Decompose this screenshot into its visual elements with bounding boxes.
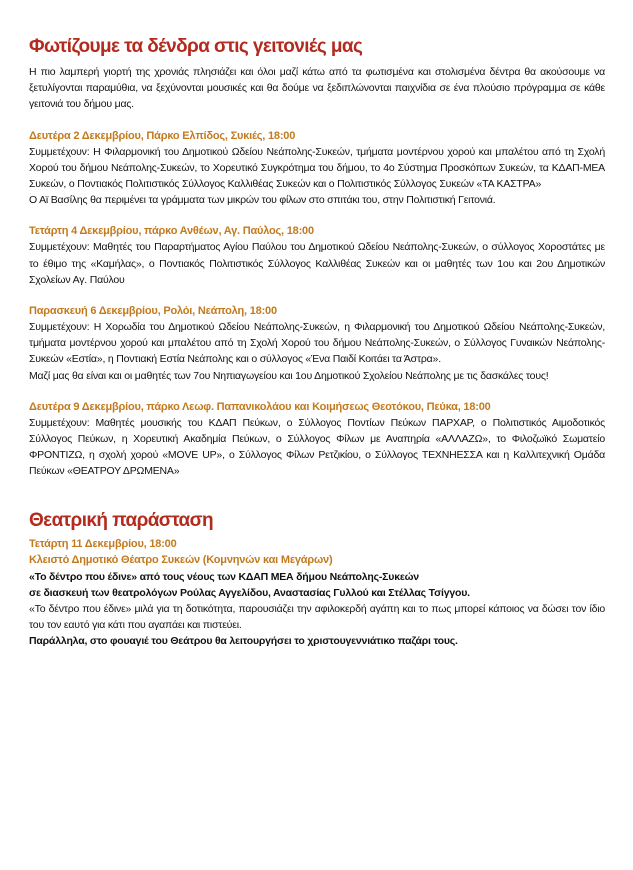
event-heading: Δευτέρα 9 Δεκεμβρίου, πάρκο Λεωφ. Παπανικολάου και Κοιμήσεως Θεοτόκου, Πεύκα, 18:00 (29, 400, 491, 413)
event-participants: Συμμετέχουν: Μαθητές μουσικής του ΚΔΑΠ Πεύκων, ο Σύλλογος Ποντίων Πεύκων ΠΑΡΧΑΡ, ο Πολιτιστικός Αιμοδοτικός Σύλλογος Πεύκων, η Χορευτική Ακαδημία Πεύκων, ο Σύλλογος Φίλων με Αναπηρία «ΑΛΛΑΖΩ», το Φιλοζωϊκό Σωματείο ΦΡΟΝΤΙΖΩ, η σχολή χορού «MOVE UP», ο Σύλλογος Φίλων Ρετζικίου, ο Σύλλογος ΤΕΧΝΗΕΣΣΑ και η Καλλιτεχνική Ομάδα Πεύκων «ΘΕΑΤΡΟΥ ΔΡΩΜΕΝΑ» (29, 416, 605, 478)
section-title-theatre: Θεατρική παράσταση (29, 509, 214, 531)
theatre-credit-line: «Το δέντρο που έδινε» από τους νέους των ΚΔΑΠ ΜΕΑ δήμου Νεάπολης-Συκεών (29, 570, 419, 583)
theatre-description: «Το δέντρο που έδινε» μιλά για τη δοτικότητα, παρουσιάζει την αφιλοκερδή αγάπη και το πως μπορεί κάποιος να δώσει τον ίδιο του τον εαυτό για κάτι που αγαπάει και πιστεύει. (29, 603, 605, 632)
event-participants: Συμμετέχουν: Η Χορωδία του Δημοτικού Ωδείου Νεάπολης-Συκεών, η Φιλαρμονική του Δημοτικού Ωδείου Νεάπολης-Συκεών, τμήματα μοντέρνου χορού και μπαλέτου από τη Σχολή Χορού του δήμου Νεάπολης-Συκεών, ο Σύλλογος Γυναικών Νεάπολης-Συκεών «Εστία», η Ποντιακή Εστία Νεάπολης και ο σύλλογος «Ένα Παιδί Κοιτάει τα Άστρα». (29, 321, 605, 366)
intro-paragraph: Η πιο λαμπερή γιορτή της χρονιάς πλησιάζει και όλοι μαζί κάτω από τα φωτισμένα και στολισμένα δέντρα θα ακούσουμε να ξετυλίγονται παραμύθια, να ξεχύνονται μουσικές και θα δούμε να ξεδιπλώνονται παιχνίδια σε ένα πλούσιο πρόγραμμα σε κάθε γειτονιά του δήμου μας. (29, 66, 605, 111)
event-heading: Δευτέρα 2 Δεκεμβρίου, Πάρκο Ελπίδος, Συκιές, 18:00 (29, 129, 296, 142)
event-block (29, 399, 605, 480)
event-block (29, 303, 605, 384)
event-block (29, 128, 605, 209)
event-participants: Συμμετέχουν: Η Φιλαρμονική του Δημοτικού Ωδείου Νεάπολης-Συκεών, τμήματα μοντέρνου χορού και μπαλέτου από τη Σχολή Χορού του δήμου Νεάπολης-Συκεών, το Χορευτικό Συγκρότημα του δήμου, το 4ο Σύστημα Προσκόπων Συκεών, τα ΚΔΑΠ-ΜΕΑ Συκεών, ο Ποντιακός Πολιτιστικός Σύλλογος Καλλιθέας Συκεών και ο Πολιτιστικός Σύλλογος Συκεών «ΤΑ ΚΑΣΤΡΑ» (29, 145, 605, 191)
event-note: Μαζί μας θα είναι και οι μαθητές των 7ου Νηπιαγωγείου και 1ου Δημοτικού Σχολείου Νεάπολης με τις δασκάλες τους! (29, 369, 549, 382)
event-participants: Συμμετέχουν: Μαθητές του Παραρτήματος Αγίου Παύλου του Δημοτικού Ωδείου Νεάπολης-Συκεών, ο σύλλογος Χοροστάτες με το έθιμο της «Καμήλας», ο Ποντιακός Πολιτιστικός Σύλλογος Καλλιθέας Συκεών και οι μαθητές των 1ου και 2ου Δημοτικών Σχολείων Αγ. Παύλου (29, 241, 605, 286)
event-heading: Τετάρτη 4 Δεκεμβρίου, πάρκο Ανθέων, Αγ. Παύλος, 18:00 (29, 225, 314, 238)
theatre-bazaar-note: Παράλληλα, στο φουαγιέ του Θεάτρου θα λειτουργήσει το χριστουγεννιάτικο παζάρι τους. (29, 635, 458, 648)
event-block (29, 223, 605, 288)
theatre-venue: Κλειστό Δημοτικό Θέατρο Συκεών (Κομνηνών και Μεγάρων) (29, 554, 333, 567)
event-note: Ο Αϊ Βασίλης θα περιμένει τα γράμματα των μικρών του φίλων στο σπιτάκι του, στην Πολιτιστική Γειτονιά. (29, 194, 496, 207)
document-content (29, 36, 605, 650)
theatre-section (29, 510, 605, 650)
event-heading: Παρασκευή 6 Δεκεμβρίου, Ρολόι, Νεάπολη, 18:00 (29, 305, 277, 318)
theatre-date: Τετάρτη 11 Δεκεμβρίου, 18:00 (29, 537, 177, 550)
section-title-lighting: Φωτίζουμε τα δένδρα στις γειτονιές μας (29, 36, 363, 57)
theatre-credit-line: σε διασκευή των θεατρολόγων Ρούλας Αγγελίδου, Αναστασίας Γυλλού και Στέλλας Τσίγγου. (29, 586, 470, 599)
